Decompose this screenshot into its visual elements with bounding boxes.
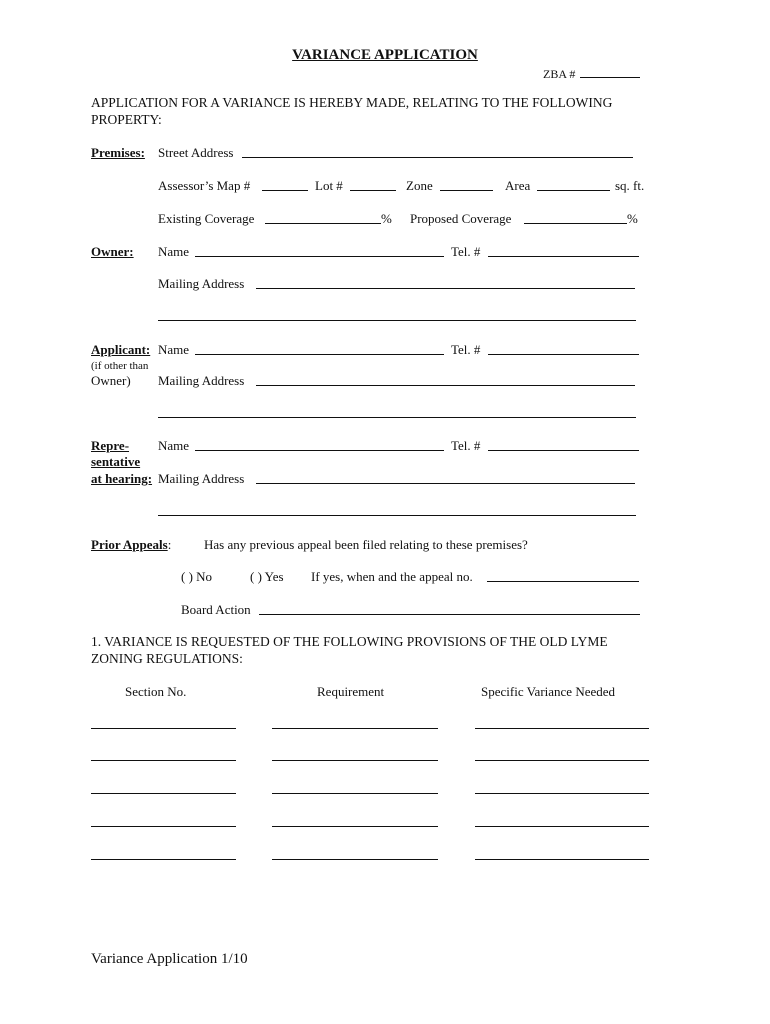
- table-row-3-requirement[interactable]: [272, 793, 438, 794]
- applicant-mailing-blank-1[interactable]: [256, 385, 635, 386]
- applicant-tel-label: Tel. #: [451, 342, 481, 357]
- applicant-name-blank[interactable]: [195, 354, 444, 355]
- applicant-note-2: Owner): [91, 373, 131, 388]
- prior-appeal-no-blank[interactable]: [487, 581, 639, 582]
- document-title: VARIANCE APPLICATION: [292, 47, 478, 63]
- prior-no-option[interactable]: ( ) No: [181, 569, 213, 584]
- representative-mailing-label: Mailing Address: [158, 471, 245, 486]
- area-blank[interactable]: [537, 190, 610, 191]
- col-section-no-header: Section No.: [125, 684, 187, 699]
- representative-tel-blank[interactable]: [488, 450, 639, 451]
- section1-line-2: ZONING REGULATIONS:: [91, 651, 243, 666]
- section1-line-1: 1. VARIANCE IS REQUESTED OF THE FOLLOWING PROVISIONS OF THE OLD LYME: [91, 634, 608, 649]
- representative-name-label: Name: [158, 438, 190, 453]
- col-specific-variance-header: Specific Variance Needed: [481, 684, 616, 699]
- representative-mailing-blank-1[interactable]: [256, 483, 635, 484]
- applicant-name-label: Name: [158, 342, 190, 357]
- zba-blank[interactable]: [580, 65, 640, 78]
- table-row-4-section[interactable]: [91, 826, 236, 827]
- table-row-1-section[interactable]: [91, 728, 236, 729]
- zone-label: Zone: [406, 178, 433, 193]
- sqft-label: sq. ft.: [615, 178, 645, 193]
- street-address-blank[interactable]: [242, 157, 633, 158]
- table-row-2-section[interactable]: [91, 760, 236, 761]
- representative-heading-1: Repre-: [91, 438, 130, 453]
- intro-line-1: APPLICATION FOR A VARIANCE IS HEREBY MADE, RELATING TO THE FOLLOWING: [91, 95, 613, 110]
- table-row-5-section[interactable]: [91, 859, 236, 860]
- existing-pct: %: [381, 211, 392, 226]
- applicant-mailing-label: Mailing Address: [158, 373, 245, 388]
- prior-appeals-heading-wrap: [91, 537, 171, 553]
- owner-mailing-blank-2[interactable]: [158, 320, 636, 321]
- intro-line-2: PROPERTY:: [91, 112, 162, 127]
- area-label: Area: [505, 178, 531, 193]
- zone-blank[interactable]: [440, 190, 493, 191]
- prior-appeals-heading: Prior Appeals: [91, 537, 168, 552]
- existing-coverage-blank[interactable]: [265, 223, 381, 224]
- table-row-1-variance[interactable]: [475, 728, 649, 729]
- prior-appeals-colon: :: [167, 537, 172, 552]
- applicant-heading: Applicant:: [91, 342, 151, 357]
- owner-heading: Owner:: [91, 244, 134, 259]
- representative-heading-3: at hearing:: [91, 471, 153, 486]
- lot-label: Lot #: [315, 178, 343, 193]
- applicant-mailing-blank-2[interactable]: [158, 417, 636, 418]
- representative-heading-2: sentative: [91, 454, 141, 469]
- applicant-note-1: (if other than: [91, 360, 149, 372]
- representative-name-blank[interactable]: [195, 450, 444, 451]
- table-row-2-requirement[interactable]: [272, 760, 438, 761]
- owner-name-blank[interactable]: [195, 256, 444, 257]
- proposed-pct: %: [627, 211, 638, 226]
- applicant-tel-blank[interactable]: [488, 354, 639, 355]
- street-address-label: Street Address: [158, 145, 234, 160]
- board-action-label: Board Action: [181, 602, 251, 617]
- owner-tel-blank[interactable]: [488, 256, 639, 257]
- table-row-3-section[interactable]: [91, 793, 236, 794]
- table-row-5-requirement[interactable]: [272, 859, 438, 860]
- owner-mailing-blank-1[interactable]: [256, 288, 635, 289]
- zba-number-field[interactable]: [543, 65, 642, 82]
- owner-mailing-label: Mailing Address: [158, 276, 245, 291]
- table-row-2-variance[interactable]: [475, 760, 649, 761]
- assessor-map-blank[interactable]: [262, 190, 308, 191]
- prior-yes-option[interactable]: ( ) Yes: [250, 569, 284, 584]
- table-row-4-variance[interactable]: [475, 826, 649, 827]
- owner-name-label: Name: [158, 244, 190, 259]
- zba-label: ZBA #: [543, 67, 576, 81]
- table-row-3-variance[interactable]: [475, 793, 649, 794]
- table-row-4-requirement[interactable]: [272, 826, 438, 827]
- proposed-coverage-label: Proposed Coverage: [410, 211, 512, 226]
- page-footer: Variance Application 1/10: [91, 951, 248, 967]
- board-action-blank[interactable]: [259, 614, 640, 615]
- representative-tel-label: Tel. #: [451, 438, 481, 453]
- prior-if-yes-label: If yes, when and the appeal no.: [311, 569, 473, 584]
- owner-tel-label: Tel. #: [451, 244, 481, 259]
- lot-blank[interactable]: [350, 190, 396, 191]
- table-row-1-requirement[interactable]: [272, 728, 438, 729]
- assessor-map-label: Assessor’s Map #: [158, 178, 251, 193]
- premises-heading: Premises:: [91, 145, 145, 160]
- col-requirement-header: Requirement: [317, 684, 385, 699]
- representative-mailing-blank-2[interactable]: [158, 515, 636, 516]
- existing-coverage-label: Existing Coverage: [158, 211, 255, 226]
- prior-appeals-question: Has any previous appeal been filed relating to these premises?: [204, 537, 528, 552]
- proposed-coverage-blank[interactable]: [524, 223, 627, 224]
- table-row-5-variance[interactable]: [475, 859, 649, 860]
